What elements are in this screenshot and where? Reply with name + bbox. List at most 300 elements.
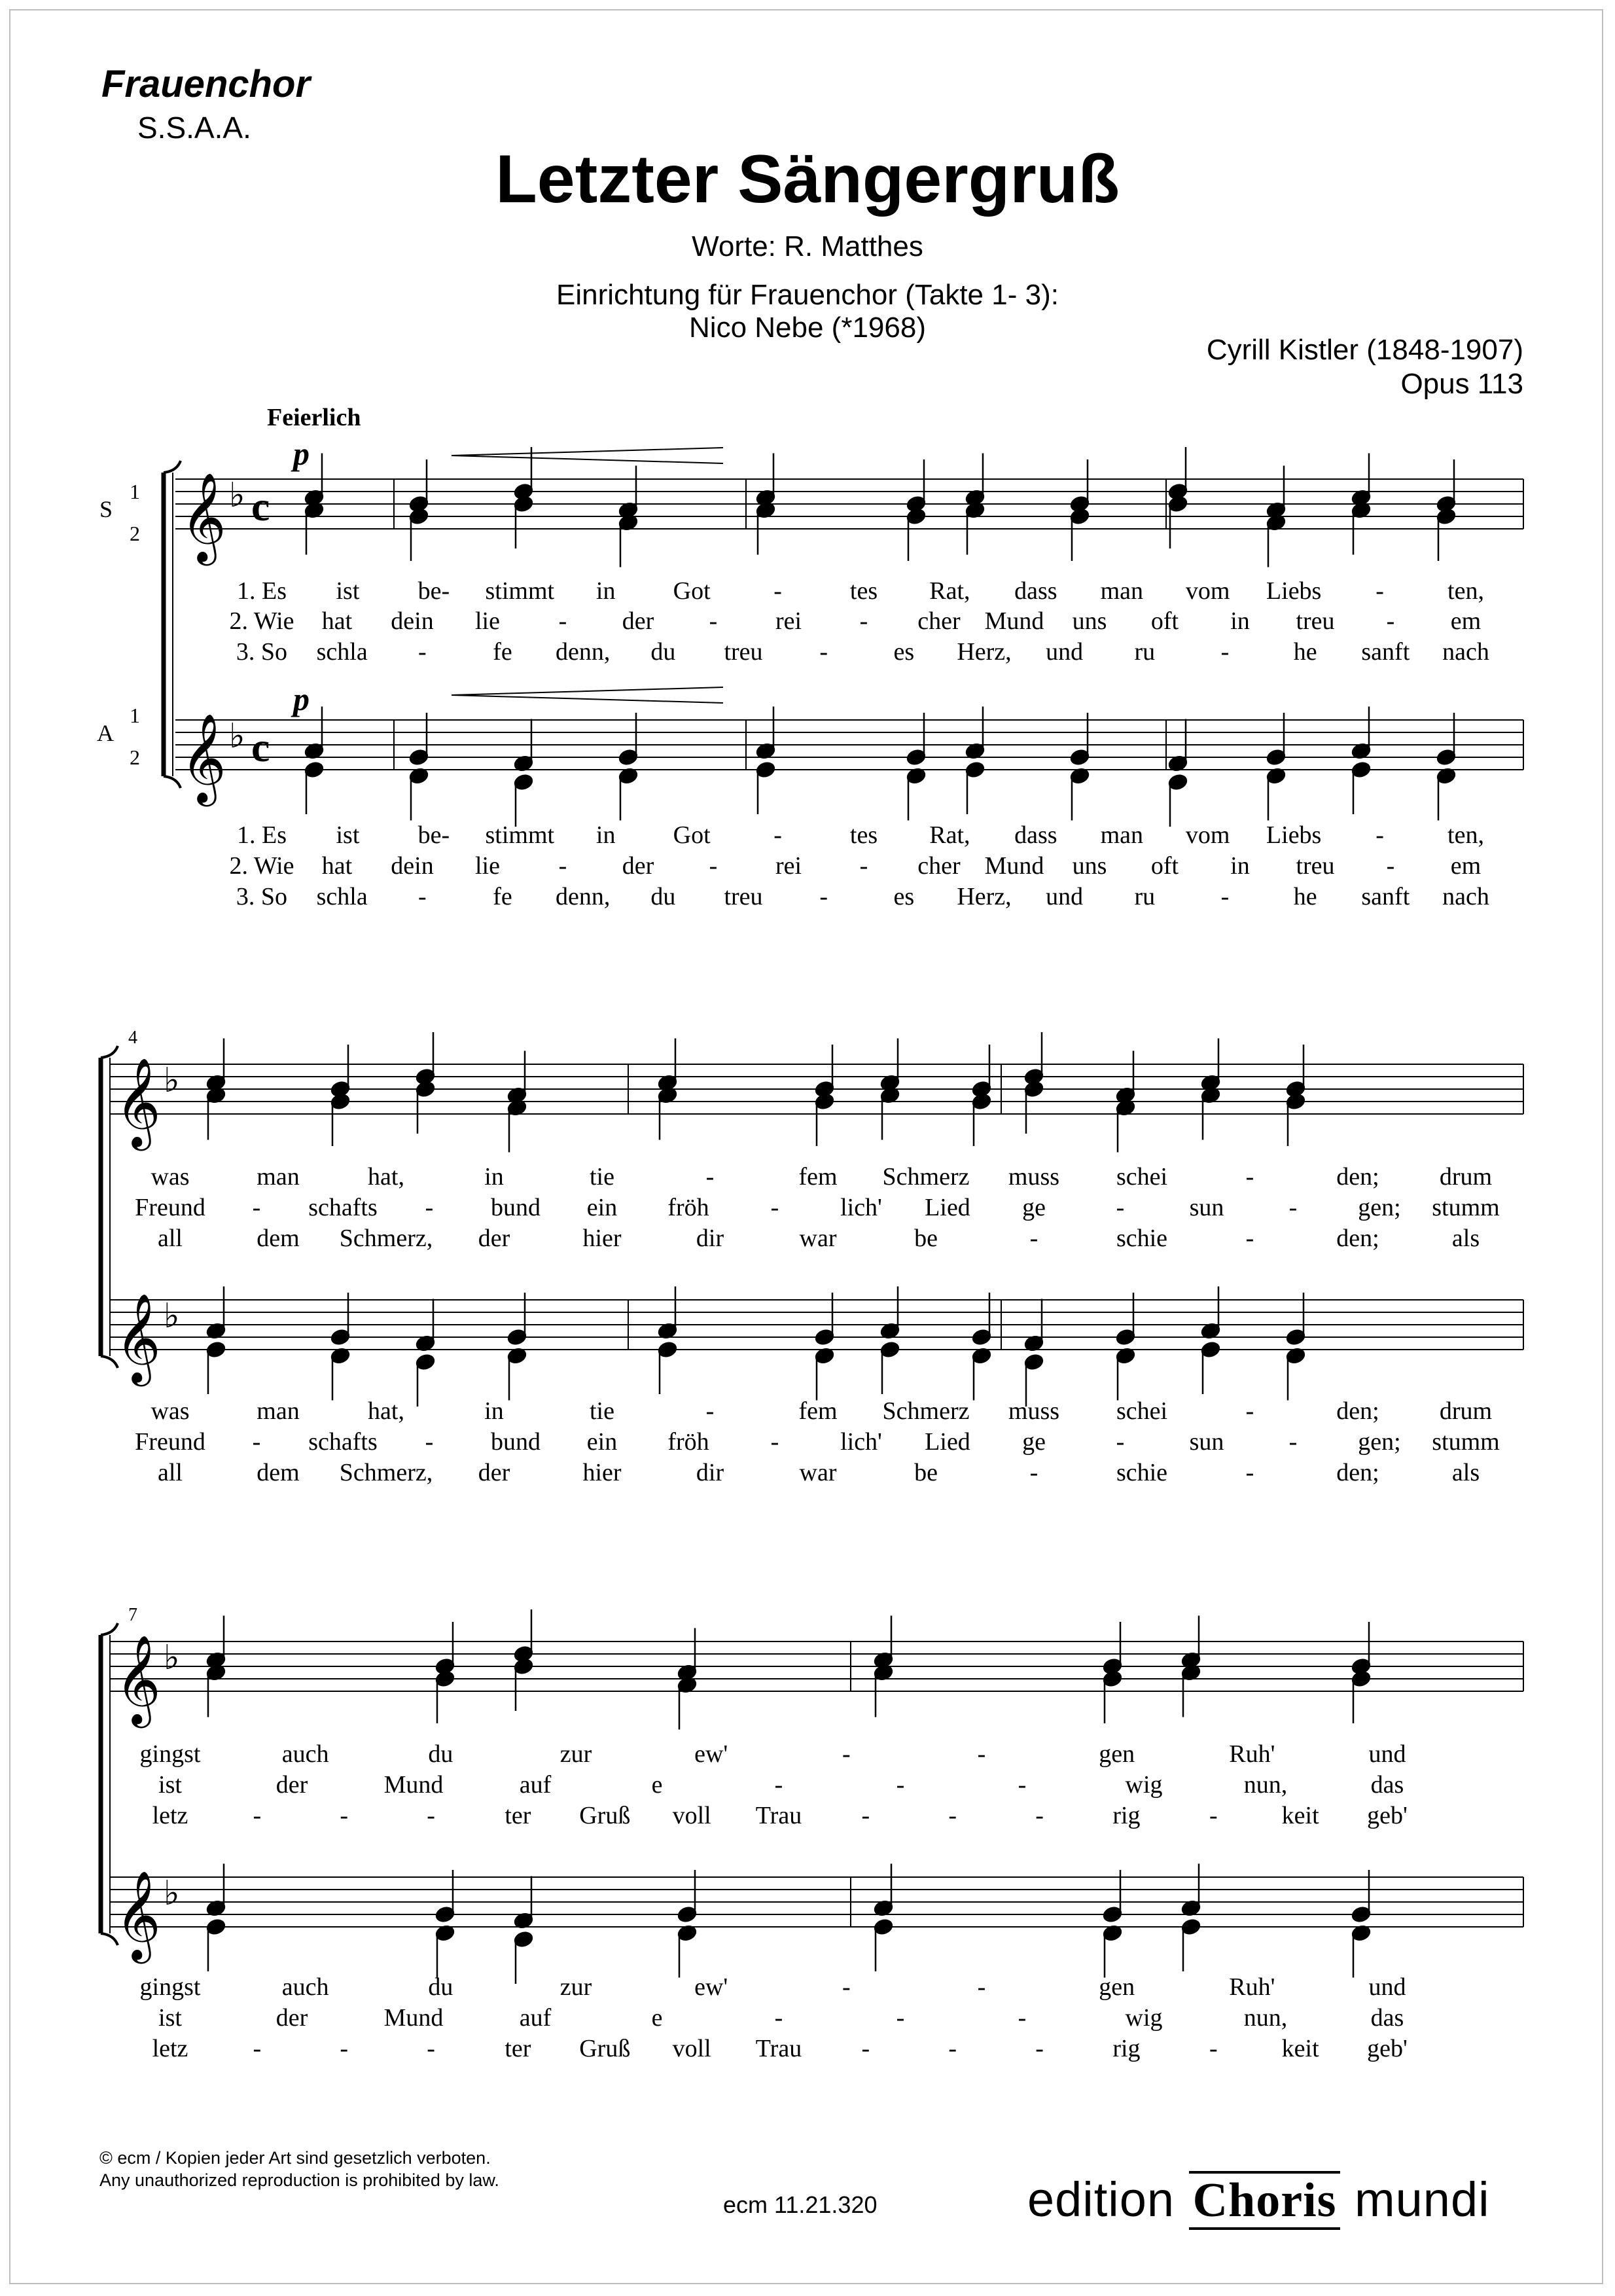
lyric-syllable: - [705,1397,715,1425]
lyric-syllable: be- [417,821,450,849]
lyric-syllable: - [842,1973,851,2001]
tempo-marking: Feierlich [267,404,361,431]
lyric-syllable: wig [1125,1771,1163,1799]
lyric-syllable: sanft [1361,638,1410,666]
lyric-syllable: als [1451,1459,1480,1486]
lyric-syllable: - [558,852,567,880]
lyric-syllable: - [427,2035,435,2062]
lyric-syllable: - [1018,1771,1027,1799]
lyric-syllable: tes [849,577,878,605]
composer: Cyrill Kistler (1848-1907) [1206,334,1523,366]
treble-clef: 𝄞 [115,1873,161,1958]
lyric-syllable: du [650,638,676,666]
lyric-syllable: dein [391,607,434,635]
lyric-syllable: Rat, [929,821,970,849]
lyric-syllable: voll [672,1802,711,1829]
lyric-syllable: treu [1296,607,1335,635]
lyric-syllable: in [484,1163,504,1191]
lyric-syllable: du [650,883,676,910]
lyric-syllable: - [1288,1428,1298,1456]
lyric-syllable: he [1293,883,1317,910]
lyric-syllable: - [977,1740,986,1768]
lyric-syllable: - [859,852,868,880]
lyric-syllable: ten, [1447,821,1484,849]
lyric-syllable: den; [1336,1397,1379,1425]
lyric-syllable: der [275,2004,308,2032]
lyric-syllable: - [774,2004,783,2032]
lyric-syllable: man [257,1397,300,1425]
lyric-syllable: treu [724,638,763,666]
lyric-syllable: - [861,1802,870,1829]
lyric-syllable: in [1230,852,1250,880]
lyric-syllable: war [799,1459,837,1486]
lyric-syllable: dass [1014,821,1057,849]
key-flat: ♭ [164,1875,180,1912]
lyric-syllable: Mund [383,1771,444,1799]
lyric-syllable: was [151,1163,190,1191]
lyric-syllable: - [819,883,828,910]
lyric-syllable: hat, [368,1163,404,1191]
lyric-syllable: ter [505,1802,531,1829]
lyric-syllable: Schmerz [882,1163,970,1191]
copyright-line-1: © ecm / Kopien jeder Art sind gesetzlich verboten. [99,2148,491,2168]
lyric-syllable: dir [696,1225,724,1252]
lyric-syllable: ist [158,2004,182,2032]
lyric-syllable: Mund [984,852,1044,880]
lyric-syllable: dass [1014,577,1057,605]
lyric-syllable: das [1370,2004,1404,2032]
lyric-syllable: und [1368,1740,1406,1768]
lyricist: Worte: R. Matthes [692,230,923,262]
lyric-syllable: - [340,1802,349,1829]
lyric-syllable: - [1035,2035,1044,2062]
lyric-syllable: hat, [368,1397,404,1425]
lyric-syllable: Schmerz [882,1397,970,1425]
lyric-syllable: uns [1072,607,1107,635]
lyric-syllable: den; [1336,1225,1379,1252]
copyright-notice [99,2147,499,2191]
lyric-syllable: - [1386,852,1395,880]
lyric-syllable: der [622,607,654,635]
staff-label-soprano-1: 1 [130,480,140,503]
lyric-syllable: - [819,638,828,666]
lyric-syllable: war [799,1225,837,1252]
treble-clef: 𝄞 [181,715,226,801]
lyric-syllable: fem [798,1397,838,1425]
lyric-syllable: keit [1281,1802,1319,1829]
lyric-syllable: - [948,1802,957,1829]
lyric-syllable: du [428,1740,453,1768]
lyric-syllable: - [773,821,782,849]
staff-label-alto: A [97,720,114,746]
lyric-syllable: auch [281,1740,329,1768]
lyric-syllable: - [896,1771,905,1799]
lyric-syllable: ein [586,1194,618,1221]
lyric-syllable: schla [316,638,368,666]
treble-clef: 𝄞 [115,1295,161,1381]
staff-label-alto-1: 1 [130,704,140,727]
lyric-syllable: cher [917,852,961,880]
lyric-syllable: und [1046,883,1084,910]
lyric-syllable: - [427,1802,435,1829]
lyric-syllable: Rat, [929,577,970,605]
lyric-syllable: schei [1116,1397,1168,1425]
lyric-syllable: Trau [755,1802,802,1829]
lyric-syllable: vom [1185,821,1230,849]
lyric-syllable: - [1029,1225,1038,1252]
lyric-syllable: ew' [694,1973,728,2001]
lyric-syllable: stimmt [485,821,555,849]
lyric-syllable: rei [775,852,802,880]
lyric-syllable: es [893,638,915,666]
lyric-syllable: fem [798,1163,838,1191]
lyric-syllable: in [595,821,616,849]
lyric-syllable: - [1018,2004,1027,2032]
lyric-syllable: - [418,883,427,910]
lyric-syllable: gen; [1358,1194,1401,1221]
catalog-number: ecm 11.21.320 [723,2191,878,2218]
lyric-syllable: auf [519,2004,552,2032]
lyric-syllable: stumm [1432,1428,1500,1456]
lyric-syllable: - [1375,821,1384,849]
lyric-syllable: lie [475,607,500,635]
lyric-syllable: ge [1022,1194,1046,1221]
lyric-syllable: Mund [984,607,1044,635]
lyric-syllable: schafts [308,1428,378,1456]
lyric-syllable: schie [1116,1459,1168,1486]
key-flat: ♭ [164,1640,180,1677]
lyric-syllable: rig [1112,2035,1141,2062]
lyric-syllable: - [859,607,868,635]
lyric-syllable: sun [1189,1428,1224,1456]
lyric-syllable: zur [559,1740,592,1768]
lyric-syllable: Freund [135,1194,205,1221]
lyric-syllable: be [914,1225,938,1252]
lyric-syllable: ge [1022,1428,1046,1456]
lyric-syllable: - [705,1163,715,1191]
bracket-top [101,1046,118,1058]
lyric-syllable: in [1230,607,1250,635]
lyric-syllable: Ruh' [1229,1973,1275,2001]
publisher-logo [1027,2172,1490,2229]
lyric-syllable: be- [417,577,450,605]
lyric-syllable: tes [849,821,878,849]
lyric-syllable: - [425,1194,434,1221]
lyric-syllable: - [253,2035,262,2062]
lyric-syllable: ter [505,2035,531,2062]
lyric-syllable: - [1245,1459,1254,1486]
lyric-syllable: es [893,883,915,910]
lyric-syllable: lich' [840,1428,882,1456]
measure-number-4: 4 [128,1028,137,1048]
lyric-syllable: auch [281,1973,329,2001]
page-title: Letzter Sängergruß [495,141,1120,217]
opus-number: Opus 113 [1400,368,1523,400]
lyric-syllable: drum [1439,1397,1493,1425]
lyric-syllable: - [861,2035,870,2062]
lyric-syllable: - [1209,2035,1218,2062]
crescendo-hairpin [452,687,723,703]
lyric-syllable: schie [1116,1225,1168,1252]
lyric-syllable: gingst [139,1740,201,1768]
lyric-syllable: gingst [139,1973,201,2001]
lyric-syllable: denn, [555,883,611,910]
lyric-syllable: zur [559,1973,592,2001]
lyric-syllable: und [1368,1973,1406,2001]
lyric-syllable: - [252,1428,261,1456]
lyric-syllable: Ruh' [1229,1740,1275,1768]
lyric-syllable: ist [336,821,360,849]
lyric-syllable: sun [1189,1194,1224,1221]
lyric-syllable: - [1116,1428,1125,1456]
lyric-syllable: lich' [840,1194,882,1221]
time-signature: c [251,483,270,529]
lyric-syllable: treu [724,883,763,910]
lyric-syllable: all [158,1225,183,1252]
lyric-syllable: - [842,1740,851,1768]
lyric-syllable: - [1029,1459,1038,1486]
lyric-syllable: den; [1336,1163,1379,1191]
copyright-line-2: Any unauthorized reproduction is prohibited by law. [99,2170,499,2190]
lyric-syllable: 1. Es [237,577,287,605]
lyric-syllable: wig [1125,2004,1163,2032]
lyric-syllable: der [275,1771,308,1799]
lyric-syllable: Got [673,821,711,849]
lyric-syllable: - [1209,1802,1218,1829]
staff-label-soprano-2: 2 [130,522,140,545]
lyric-syllable: man [257,1163,300,1191]
lyric-syllable: be [914,1459,938,1486]
lyric-syllable: cher [917,607,961,635]
bracket-top [164,461,181,473]
lyric-syllable: 3. So [236,638,288,666]
lyric-syllable: Got [673,577,711,605]
lyric-syllable: - [770,1194,779,1221]
lyric-syllable: - [1375,577,1384,605]
lyric-syllable: Liebs [1266,821,1322,849]
lyric-syllable: uns [1072,852,1107,880]
lyric-syllable: - [1245,1397,1254,1425]
key-flat: ♭ [164,1298,180,1335]
lyric-syllable: ten, [1447,577,1484,605]
lyric-syllable: fe [493,638,512,666]
lyric-syllable: gen [1099,1740,1135,1768]
lyric-syllable: dem [257,1459,300,1486]
lyric-syllable: dein [391,852,434,880]
lyric-syllable: schei [1116,1163,1168,1191]
choir-type: Frauenchor [101,63,311,105]
lyric-syllable: - [1386,607,1395,635]
lyric-syllable: - [1220,638,1230,666]
lyric-syllable: letz [152,1802,188,1829]
lyric-syllable: Gruß [579,1802,631,1829]
lyric-syllable: tie [590,1163,614,1191]
lyric-syllable: rig [1112,1802,1141,1829]
lyric-syllable: in [484,1397,504,1425]
lyric-syllable: 2. Wie [229,607,294,635]
lyric-syllable: geb' [1367,1802,1408,1829]
lyric-syllable: das [1370,1771,1404,1799]
lyric-syllable: schafts [308,1194,378,1221]
lyric-syllable: letz [152,2035,188,2062]
lyric-syllable: was [151,1397,190,1425]
lyric-syllable: - [558,607,567,635]
publisher-mid: Choris [1189,2171,1341,2230]
lyric-syllable: auf [519,1771,552,1799]
lyric-syllable: vom [1185,577,1230,605]
lyric-syllable: der [622,852,654,880]
lyric-syllable: - [948,2035,957,2062]
staff-label-soprano: S [99,496,113,522]
lyric-syllable: oft [1150,607,1179,635]
publisher-prefix: edition [1027,2172,1175,2227]
treble-clef: 𝄞 [115,1637,161,1723]
dynamic-alto: p [293,681,310,717]
lyric-syllable: der [478,1225,510,1252]
key-flat: ♭ [229,477,245,514]
lyric-syllable: Liebs [1266,577,1322,605]
lyric-syllable: - [1035,1802,1044,1829]
lyric-syllable: oft [1150,852,1179,880]
lyric-syllable: - [418,638,427,666]
lyric-syllable: nach [1442,883,1489,910]
lyric-syllable: ru [1134,638,1156,666]
dynamic-soprano: p [293,435,310,472]
lyric-syllable: fe [493,883,512,910]
lyric-syllable: Schmerz, [339,1459,433,1486]
lyric-syllable: Lied [925,1428,970,1456]
lyric-syllable: als [1451,1225,1480,1252]
lyric-syllable: drum [1439,1163,1493,1191]
lyric-syllable: - [774,1771,783,1799]
lyric-syllable: ein [586,1428,618,1456]
lyric-syllable: hier [582,1225,622,1252]
lyric-syllable: ist [158,1771,182,1799]
lyric-syllable: hat [321,607,353,635]
lyric-syllable: und [1046,638,1084,666]
lyric-syllable: ist [336,577,360,605]
lyric-syllable: em [1450,852,1482,880]
lyric-syllable: ew' [694,1740,728,1768]
lyric-syllable: he [1293,638,1317,666]
lyric-syllable: denn, [555,638,611,666]
lyric-syllable: 1. Es [237,821,287,849]
lyric-syllable: - [773,577,782,605]
lyric-syllable: - [977,1973,986,2001]
lyric-syllable: in [595,577,616,605]
lyric-syllable: nun, [1243,2004,1288,2032]
lyric-syllable: - [1245,1225,1254,1252]
lyric-syllable: sanft [1361,883,1410,910]
lyric-syllable: keit [1281,2035,1319,2062]
lyric-syllable: hier [582,1459,622,1486]
lyric-syllable: - [709,607,718,635]
treble-clef: 𝄞 [115,1060,161,1145]
lyric-syllable: - [1245,1163,1254,1191]
lyric-syllable: geb' [1367,2035,1408,2062]
lyric-syllable: treu [1296,852,1335,880]
lyric-syllable: ru [1134,883,1156,910]
lyric-syllable: der [478,1459,510,1486]
arranger: Nico Nebe (*1968) [689,312,926,344]
lyric-syllable: dem [257,1225,300,1252]
lyric-syllable: - [253,1802,262,1829]
bracket-top [101,1623,118,1635]
lyric-syllable: Trau [755,2035,802,2062]
lyric-syllable: fröh [667,1194,709,1221]
lyric-syllable: stimmt [485,577,555,605]
lyric-syllable: e [651,1771,663,1799]
lyric-syllable: nach [1442,638,1489,666]
lyric-syllable: man [1100,821,1144,849]
lyric-syllable: - [1288,1194,1298,1221]
key-flat: ♭ [164,1062,180,1100]
lyric-syllable: gen [1099,1973,1135,2001]
crescendo-hairpin [452,448,723,463]
lyric-syllable: Mund [383,2004,444,2032]
lyric-syllable: - [1116,1194,1125,1221]
lyric-syllable: dir [696,1459,724,1486]
lyric-syllable: em [1450,607,1482,635]
lyric-syllable: - [896,2004,905,2032]
lyric-syllable: den; [1336,1459,1379,1486]
lyric-syllable: muss [1008,1163,1060,1191]
lyric-syllable: muss [1008,1397,1060,1425]
lyric-syllable: 3. So [236,883,288,910]
lyric-syllable: lie [475,852,500,880]
bracket-bottom [164,776,181,788]
lyric-syllable: - [1220,883,1230,910]
lyric-syllable: 2. Wie [229,852,294,880]
lyric-syllable: fröh [667,1428,709,1456]
lyric-syllable: man [1100,577,1144,605]
measure-number-7: 7 [128,1605,137,1625]
lyric-syllable: bund [491,1194,541,1221]
lyric-syllable: rei [775,607,802,635]
treble-clef: 𝄞 [181,475,226,560]
lyric-syllable: gen; [1358,1428,1401,1456]
lyric-syllable: stumm [1432,1194,1500,1221]
lyric-syllable: e [651,2004,663,2032]
lyric-syllable: - [252,1194,261,1221]
lyric-syllable: du [428,1973,453,2001]
time-signature: c [251,724,270,770]
lyric-syllable: Schmerz, [339,1225,433,1252]
publisher-suffix: mundi [1355,2172,1490,2227]
lyric-syllable: Lied [925,1194,970,1221]
staff-label-alto-2: 2 [130,745,140,769]
lyric-syllable: tie [590,1397,614,1425]
lyric-syllable: schla [316,883,368,910]
lyric-syllable: bund [491,1428,541,1456]
lyric-syllable: - [770,1428,779,1456]
lyrics [135,577,1500,2062]
lyric-syllable: all [158,1459,183,1486]
lyric-syllable: - [425,1428,434,1456]
lyric-syllable: Gruß [579,2035,631,2062]
lyric-syllable: Freund [135,1428,205,1456]
voicing: S.S.A.A. [137,111,251,145]
lyric-syllable: Herz, [957,638,1012,666]
arrangement-note: Einrichtung für Frauenchor (Takte 1- 3): [556,279,1059,311]
lyric-syllable: Herz, [957,883,1012,910]
lyric-syllable: voll [672,2035,711,2062]
lyric-syllable: - [709,852,718,880]
key-flat: ♭ [229,718,245,755]
lyric-syllable: - [340,2035,349,2062]
lyric-syllable: hat [321,852,353,880]
lyric-syllable: nun, [1243,1771,1288,1799]
